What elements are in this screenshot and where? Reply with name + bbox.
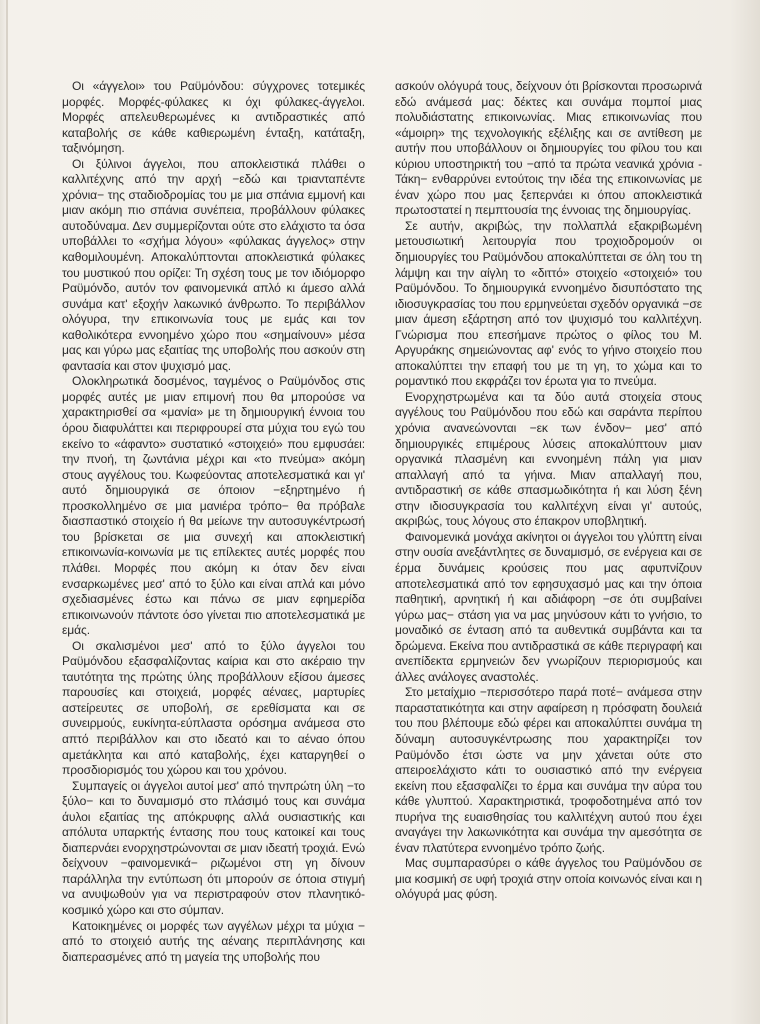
paragraph: Οι «άγγελοι» του Ραϋμόνδου: σύγχρονες τοτεμικές μορφές. Μορφές-φύλακες κι όχι φύλακες-άγγελοι. Μορφές απελευθερωμένες κι αντιδραστικές από καταβολής σε κάθε καθιερωμένη ένταξη, κατάταξη, ταξινόμηση. — [62, 79, 365, 156]
paragraph-continuation: ασκούν ολόγυρά τους, δείχνουν ότι βρίσκονται προσωρινά εδώ ανάμεσά μας: δέκτες και συνάμα πομποί μιας πολυδιάστατης επικοινωνίας. Μιας επικοινωνίας που «άμοιρη» της τεχνολογικής εξέλιξης και σε αντίθεση με αυτήν που υποβάλλουν οι δημιουργίες του φίλου του και κύριου υποστηρικτή του −από τα πρώτα νεανικά χρόνια - Τάκη− ενθαρρύνει εντούτοις την ιδέα της επικοινωνίας με έναν χώρο που μας ξεπερνάει κι όπου αποκλειστικά πρωτοστατεί η πεμπτουσία της έννοιας της δημιουργίας. — [395, 79, 702, 218]
page-binding-edge — [6, 0, 8, 1024]
paragraph: Κατοικημένες οι μορφές των αγγέλων μέχρι τα μύχια − από το στοιχειό αυτής της αέναης περιπλάνησης και διαπερασμένες από τη μαγεία της υποβολής που — [62, 918, 365, 964]
paragraph: Σε αυτήν, ακριβώς, την πολλαπλά εξακριβωμένη μετουσιωτική λειτουργία που τροχιοδρομούν οι δημιουργίες του Ραϋμόνδου αποκαλύπτεται σε όλη του τη λάμψη και την αίγλη το «διττό» στοιχείο «στοιχειό» του Ραϋμόνδου. Το δημιουργικά εννοημένο δισυπόστατο της ιδιοσυγκρασίας του που ερμηνεύεται σχεδόν οργανικά −σε μιαν άμεση εξάρτηση από τον ψυχισμό του καλλιτέχνη. Γνώρισμα που επεσήμανε πρώτος ο φίλος του Μ. Αργυράκης σημειώνοντας αφ' ενός το γήινο στοιχείο που αποκαλύπτει την επαφή του με τη γη, το χώμα και το ρομαντικό που εκφράζει τον έρωτα για το πνεύμα. — [395, 218, 702, 389]
paragraph: Στο μεταίχμιο −περισσότερο παρά ποτέ− ανάμεσα στην παραστατικότητα και στην αφαίρεση η πρόσφατη δουλειά του που βλέπουμε εδώ φέρει και αποκαλύπτει συνάμα τη δύναμη αυτοσυγκέντρωσης που χαρακτηρίζει τον Ραϋμόνδο έτσι ώστε να μην χάνεται ούτε στο απειροελάχιστο κάτι το ουσιαστικό από την ενέργεια εκείνη που εξασφαλίζει το έρμα και συνάμα την αύρα του κάθε γλυπτού. Χαρακτηριστικά, τροφοδοτημένα από τον πυρήνα της ευαισθησίας του καλλιτέχνη αυτού που έχει αναγάγει την λακωνικότητα και συνάμα την αμεσότητα σε έναν πλατύτερα εννοημένο τρόπο ζωής. — [395, 685, 702, 855]
paragraph: Ενορχηστρωμένα και τα δύο αυτά στοιχεία στους αγγέλους του Ραϋμόνδου που εδώ και σαράντα περίπου χρόνια ανανεώνονται −εκ των ένδον− μεσ' από δημιουργικές επιμέρους λύσεις αποκαλύπτουν μιαν οργανικά πλασμένη και εννοημένη πάλη για μιαν απαλλαγή από τα γήινα. Μιαν απαλλαγή που, αντιδραστική σε κάθε σπασμωδικότητα ή και λύση ξένη στην ιδιοσυγκρασία του καλλιτέχνη είναι γι' αυτούς, ακριβώς, τους λόγους στο έπακρον υποβλητική. — [395, 389, 702, 529]
paragraph: Οι σκαλισμένοι μεσ' από το ξύλο άγγελοι του Ραϋμόνδου εξασφαλίζοντας καίρια και στο ακέραιο την ταυτότητα της πρώτης ύλης προβάλλουν εξίσου άμεσες παρουσίες και στοιχειά, μορφές αέναες, μαρτυρίες αστείρευτες σε υποβολή, σε ερεθίσματα και σε συνειρμούς, ευκίνητα-εύπλαστα ορόσημα ανάμεσα στο απτό περιβάλλον και στο ιδεατό και το αέναο όπου αμετάκλητα και από καταβολής, έχει καταργηθεί ο προσδιορισμός του χώρου και του χρόνου. — [62, 638, 365, 778]
left-column — [62, 79, 365, 965]
paragraph: Μας συμπαρασύρει ο κάθε άγγελος του Ραϋμόνδου σε μια κοσμική σε υφή τροχιά στην οποία κοινωνός είναι και η ολόγυρά μας φύση. — [395, 856, 702, 902]
paragraph: Φαινομενικά μονάχα ακίνητοι οι άγγελοι του γλύπτη είναι στην ουσία ανεξάντλητες σε δυναμισμό, σε ενέργεια και σε έρμα δυνάμεις κρούσεις που μας αφυπνίζουν αποτελεσματικά από τον εφησυχασμό μας και την όποια παθητική, αρνητική ή και αδιάφορη −σε ότι συμβαίνει γύρω μας− στάση για να μας μηνύσουν κάτι το γνήσιο, το μοναδικό σε ένταση από τα αυθεντικά συμβάντα και τα δρώμενα. Εκείνα που αντιδραστικά σε κάθε περιγραφή και ανεπίδεκτα ερμηνειών δεν γνωρίζουν περιορισμούς και άλλες ανάλογες αναστολές. — [395, 529, 702, 684]
paragraph: Ολοκληρωτικά δοσμένος, ταγμένος ο Ραϋμόνδος στις μορφές αυτές με μιαν επιμονή που θα μπορούσε να χαρακτηρισθεί σα «μανία» με τη δημιουργική έννοια του όρου διαφυλάττει και περιφρουρεί στα μύχια του εγώ του εκείνο το «άφαντο» συστατικό «στοιχειό» που εμφυσάει: την πνοή, τη ζωντάνια μέχρι και «το πνεύμα» ακόμη στους αγγέλους του. Κωφεύοντας αποτελεσματικά και γι' αυτό δημιουργικά σε όποιον −εξηρτημένο ή προσκολλημένο σε μια μανιέρα τρόπο− θα πρόβαλε διασπαστικό στοιχείο ή θα μείωνε την αυτοσυγκέντρωσή του βρίσκεται σε μια συνεχή και αποκλειστική επικοινωνία-κοινωνία με τις επίλεκτες αυτές μορφές που πλάθει. Μορφές που ακόμη κι όταν δεν είναι ενσαρκωμένες μεσ' από το ξύλο και είναι απλά και μόνο σχεδιασμένες έστω και πάνω σε μιαν εφημερίδα επικοινωνούν πάντοτε όσο γίνεται πιο αποτελεσματικά με εμάς. — [62, 374, 365, 638]
paragraph: Συμπαγείς οι άγγελοι αυτοί μεσ' από τηνπρώτη ύλη −το ξύλο− και το δυναμισμό στο πλάσιμό τους και συνάμα άυλοι εξαιτίας της απόκρυφης αλλά ουσιαστικής και απόλυτα υπαρκτής έντασης που τους κατοικεί και τους διαπερνάει ενορχηστρώνονται σε μιαν ιδεατή τροχιά. Ενώ δείχνουν −φαινομενικά− ριζωμένοι στη γη δίνουν παράλληλα την εντύπωση ότι μπορούν σε όποια στιγμή να ανυψωθούν για να περιστραφούν στον πλανητικό-κοσμικό χώρο και στο σύμπαν. — [62, 778, 365, 917]
paragraph: Οι ξύλινοι άγγελοι, που αποκλειστικά πλάθει ο καλλιτέχνης από την αρχή −εδώ και τριανταπέντε χρόνια− της σταδιοδρομίας του με μια σπάνια εμμονή και μιαν ακόμη πιο σπάνια συνέπεια, προβάλλουν φύλακες αυτοδύναμα. Δεν συμμερίζονται ούτε στο ελάχιστο τα όσα υποβάλλει το «σχήμα λόγου» «φύλακας άγγελος» στην καθομιλουμένη. Αποκαλύπτονται αποκλειστικά φύλακες του μυστικού που ορίζει: Τη σχέση τους με τον ιδιόμορφο Ραϋμόνδο, αυτόν τον φαινομενικά απλό κι άμεσο αλλά συνάμα κατ' εξοχήν λακωνικό άνθρωπο. Το περιβάλλον ολόγυρα, την επικοινωνία τους με εμάς και τον καθολικότερα εννοημένο χώρο που «σημαίνουν» μέσα μας και γύρω μας εξαιτίας της υποβολής που ασκούν στη φαντασία και στον ψυχισμό μας. — [62, 156, 365, 373]
right-column — [395, 79, 702, 903]
